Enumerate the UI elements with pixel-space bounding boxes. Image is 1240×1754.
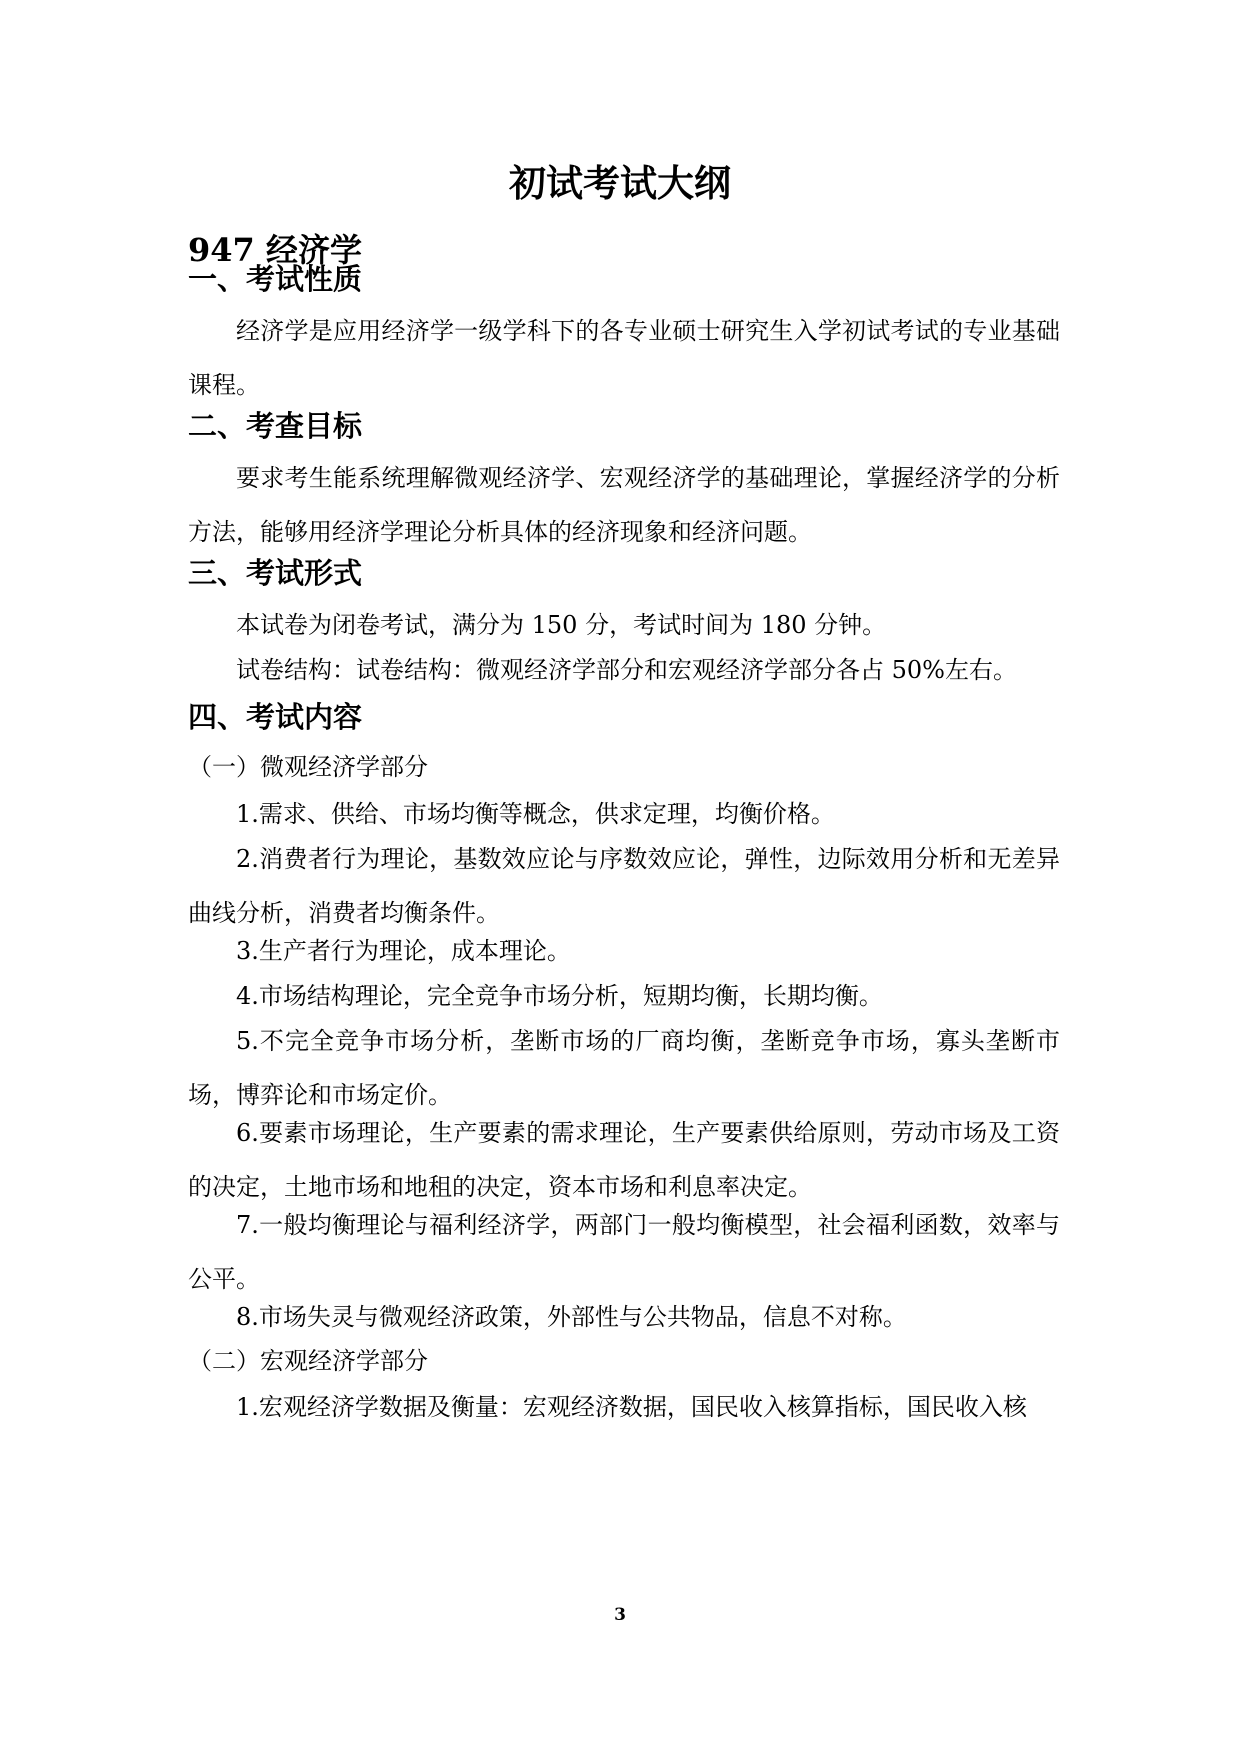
micro-item-3: 3.生产者行为理论，成本理论。: [236, 937, 571, 965]
micro-item-4: 4.市场结构理论，完全竞争市场分析，短期均衡，长期均衡。: [236, 982, 883, 1010]
micro-item-2: 2.消费者行为理论，基数效应论与序数效应论，弹性，边际效用分析和无差异曲线分析，消费者均衡条件。: [188, 845, 1060, 927]
paragraph-format-score: 本试卷为闭卷考试，满分为 150 分，考试时间为 180 分钟。: [236, 611, 887, 639]
paragraph-nature: 经济学是应用经济学一级学科下的各专业硕士研究生入学初试考试的专业基础课程。: [188, 317, 1060, 399]
subsection-macro: （二）宏观经济学部分: [188, 1347, 428, 1375]
micro-item-5: 5.不完全竞争市场分析，垄断市场的厂商均衡，垄断竞争市场，寡头垄断市场，博弈论和市场定价。: [188, 1027, 1060, 1109]
micro-item-7: 7.一般均衡理论与福利经济学，两部门一般均衡模型，社会福利函数，效率与公平。: [188, 1211, 1060, 1293]
section-heading-format: 三、考试形式: [188, 556, 363, 590]
section-heading-objectives: 二、考查目标: [188, 409, 363, 443]
subsection-micro: （一）微观经济学部分: [188, 753, 428, 781]
page-title: 初试考试大纲: [509, 161, 731, 205]
paragraph-objectives: 要求考生能系统理解微观经济学、宏观经济学的基础理论，掌握经济学的分析方法，能够用经济学理论分析具体的经济现象和经济问题。: [188, 464, 1060, 546]
section-heading-nature: 一、考试性质: [188, 262, 363, 296]
micro-item-8: 8.市场失灵与微观经济政策，外部性与公共物品，信息不对称。: [236, 1303, 907, 1331]
page-number: 3: [614, 1605, 626, 1625]
micro-item-1: 1.需求、供给、市场均衡等概念，供求定理，均衡价格。: [236, 800, 835, 828]
section-heading-content: 四、考试内容: [188, 700, 363, 734]
paragraph-format-structure: 试卷结构：试卷结构：微观经济学部分和宏观经济学部分各占 50%左右。: [236, 656, 1017, 684]
macro-item-1: 1.宏观经济学数据及衡量：宏观经济数据，国民收入核算指标，国民收入核: [236, 1393, 1027, 1421]
course-title: 947 经济学: [188, 231, 362, 269]
micro-item-6: 6.要素市场理论，生产要素的需求理论，生产要素供给原则，劳动市场及工资的决定，土地市场和地租的决定，资本市场和利息率决定。: [188, 1119, 1060, 1201]
